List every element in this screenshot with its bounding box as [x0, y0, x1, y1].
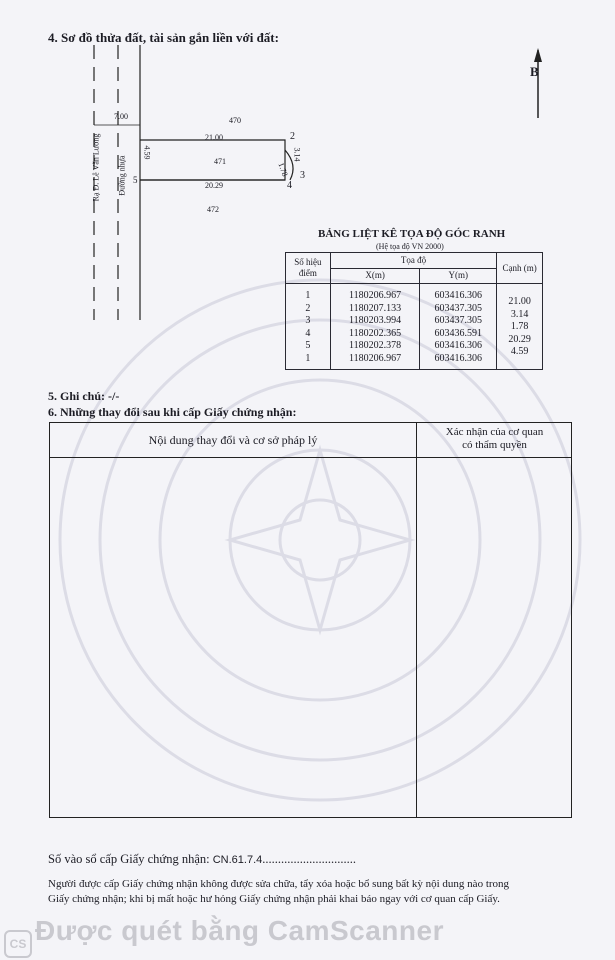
registry-dots: ..............................	[262, 852, 357, 866]
changes-col2-header	[418, 426, 571, 452]
vertex-4: 4	[287, 180, 292, 191]
alley-name: Đường nhựa	[117, 155, 127, 196]
table-cell: 1	[305, 352, 311, 364]
edge-column	[497, 284, 543, 370]
table-cell: 1180202.365	[349, 327, 402, 339]
column-divider	[416, 423, 417, 817]
table-cell: 3	[305, 315, 311, 326]
x-column	[330, 284, 420, 370]
table-cell: 1180206.967	[349, 290, 402, 301]
table-cell: 603416.306	[434, 340, 483, 351]
header-coords: Tọa độ	[330, 253, 496, 269]
y-column	[420, 284, 497, 370]
table-cell: 603416.306	[434, 290, 483, 301]
changes-col2-line2: có thẩm quyền	[462, 439, 527, 451]
coord-table-subtitle: (Hệ tọa độ VN 2000)	[376, 242, 444, 251]
changes-col1-header: Nội dung thay đổi và cơ sở pháp lý	[148, 433, 318, 447]
table-cell: 603437.305	[434, 315, 483, 326]
road-name: Rạ Đ. Lê Văn Lương	[91, 133, 101, 202]
section5-title: 5. Ghi chú: -/-	[48, 389, 120, 403]
changes-col2-line1: Xác nhận của cơ quan	[445, 426, 544, 438]
registry-line	[48, 852, 356, 867]
header-divider	[50, 457, 571, 458]
parcel-above-label: 470	[229, 116, 241, 125]
table-cell: 20.29	[508, 333, 531, 345]
table-cell: 603436.591	[434, 327, 483, 339]
table-cell: 1180202.378	[349, 340, 402, 351]
side-right-label: 3.14	[292, 147, 302, 162]
table-cell: 4	[305, 327, 311, 339]
table-cell: 1	[305, 290, 311, 301]
table-cell: 3.14	[510, 308, 529, 320]
table-cell: 21.00	[508, 296, 531, 307]
camscanner-logo: CS	[4, 930, 32, 958]
table-cell: 2	[305, 302, 311, 314]
coord-table	[285, 252, 543, 370]
width-left-label: 4.59	[142, 145, 152, 160]
table-cell: 5	[305, 340, 311, 351]
table-cell: 603416.306	[434, 352, 483, 364]
table-cell: 1180206.967	[349, 352, 402, 364]
notice-line2: Giấy chứng nhận; khi bị mất hoặc hư hỏng Giấy chứng nhận phải khai báo ngay với cơ quan cấp Giấy.	[48, 893, 500, 905]
table-cell: 4.59	[510, 346, 529, 357]
side-small-label: 1.78	[276, 161, 290, 178]
header-x: X(m)	[330, 268, 420, 284]
road-width-label: 7.00	[114, 112, 128, 121]
table-cell: 603437.305	[434, 302, 483, 314]
table-cell: 1180207.133	[349, 302, 402, 314]
coord-table-title: BẢNG LIỆT KÊ TỌA ĐỘ GÓC RANH	[318, 228, 506, 240]
parcel-top-edge: 21.00	[205, 133, 223, 142]
vertex-2: 2	[290, 131, 295, 142]
header-y: Y(m)	[420, 268, 497, 284]
table-cell: 1180203.994	[349, 315, 402, 326]
notice	[48, 877, 608, 907]
point-column	[286, 284, 331, 370]
north-label: B	[530, 64, 539, 79]
notice-line1: Người được cấp Giấy chứng nhận không được sửa chữa, tẩy xóa hoặc bổ sung bất kỳ nội dung nào trong	[48, 878, 510, 890]
section4-title: 4. Sơ đồ thửa đất, tài sản gắn liền với đất:	[48, 30, 279, 45]
parcel-below-label: 472	[207, 205, 219, 214]
section6-title: 6. Những thay đổi sau khi cấp Giấy chứng nhận:	[48, 405, 297, 419]
changes-table	[49, 422, 572, 818]
header-point-no: Số hiệu điểm	[286, 253, 331, 284]
parcel-main-label: 471	[214, 157, 226, 166]
registry-label: Số vào sổ cấp Giấy chứng nhận:	[48, 852, 210, 866]
header-edge: Cạnh (m)	[497, 253, 543, 284]
vertex-3: 3	[300, 170, 305, 181]
parcel-bottom-edge: 20.29	[205, 181, 223, 190]
vertex-5: 5	[133, 175, 138, 185]
camscanner-watermark: Được quét bằng CamScanner	[35, 915, 444, 946]
registry-value: CN.61.7.4	[212, 854, 263, 866]
table-cell: 1.78	[510, 321, 529, 332]
